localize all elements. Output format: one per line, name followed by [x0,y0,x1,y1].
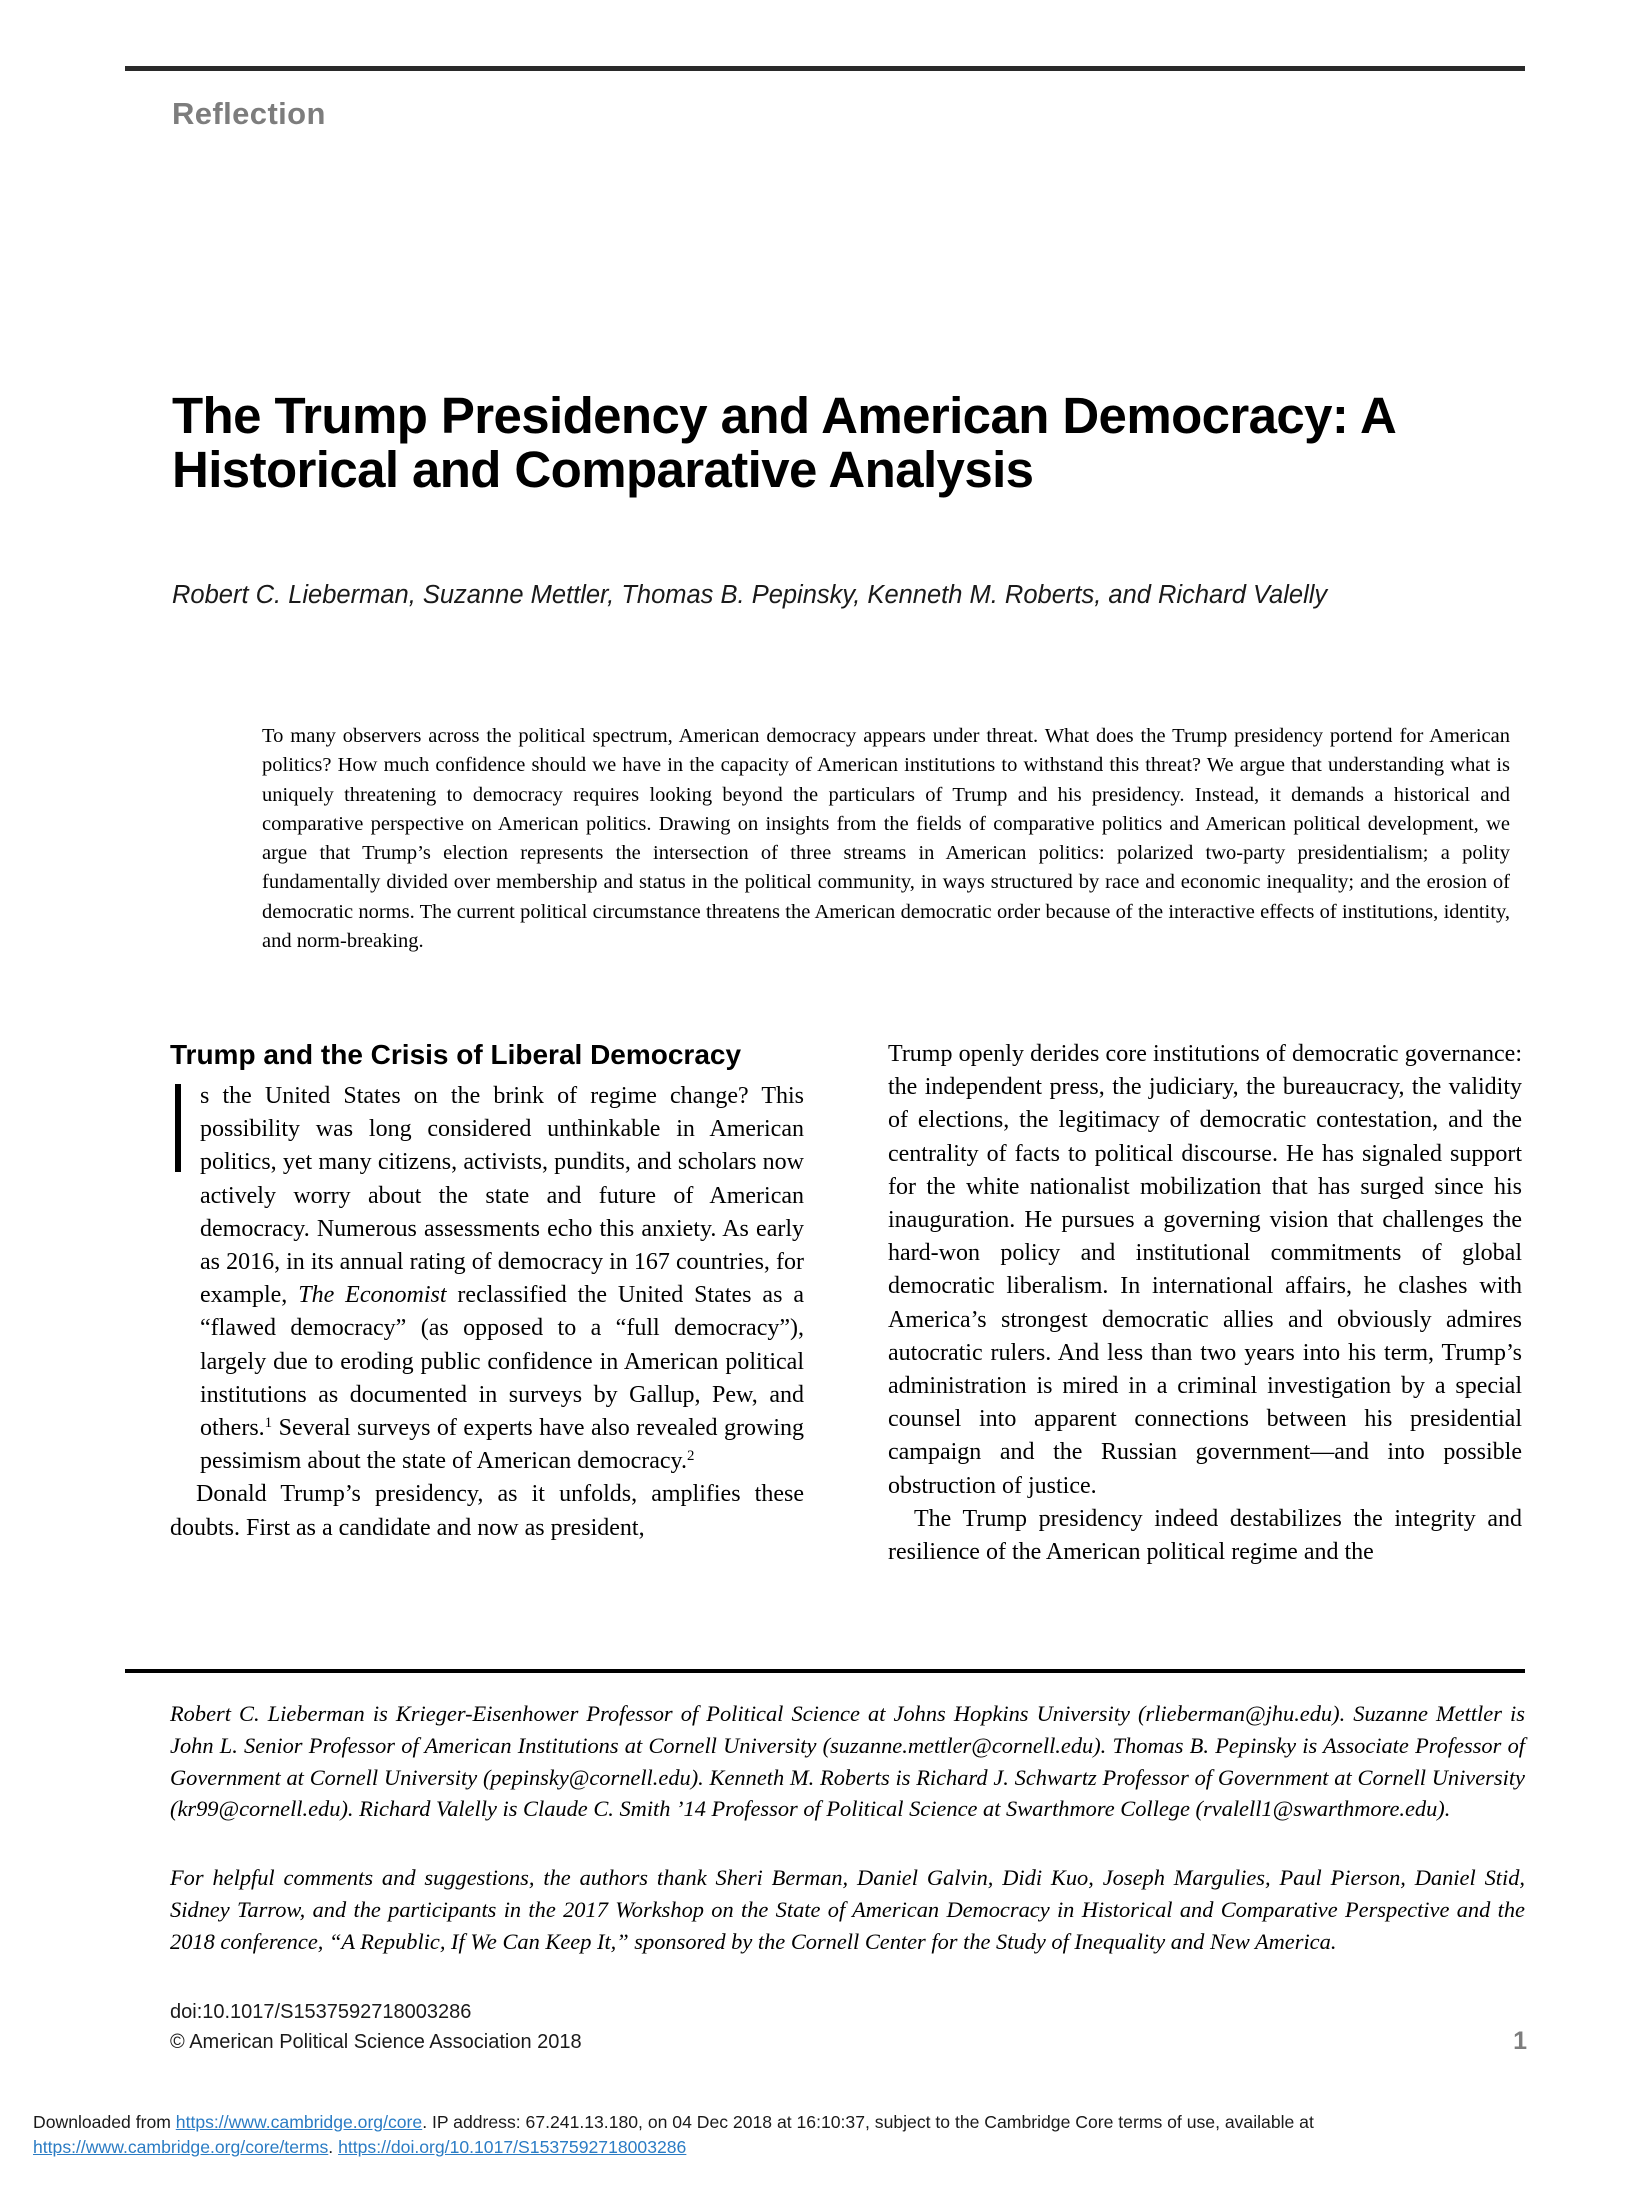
header-rule [125,66,1525,71]
author-affiliations: Robert C. Lieberman is Krieger-Eisenhower Professor of Political Science at Johns Hopkins University (rlieberman@jhu.edu). Suzanne Mettler is John L. Senior Professor of American Institutions at Cornell University (suzanne.mettler@cornell.edu). Thomas B. Pepinsky is Associate Professor of Government at Cornell University (pepinsky@cornell.edu). Kenneth M. Roberts is Richard J. Schwartz Professor of Government at Cornell University (kr99@cornell.edu). Richard Valelly is Claude C. Smith ’14 Professor of Political Science at Swarthmore College (rvalell1@swarthmore.edu). [170,1701,1525,1822]
ip-and-date-text: . IP address: 67.241.13.180, on 04 Dec 2018 at 16:10:37, subject to the Cambridge Core terms of use, available at [422,2112,1314,2132]
paragraph-right-2: The Trump presidency indeed destabilizes the integrity and resilience of the American political regime and the [888,1505,1522,1566]
footnote-marker-2: 2 [686,1448,695,1465]
download-footer-line-1 [33,2110,1623,2135]
acknowledgments: For helpful comments and suggestions, the authors thank Sheri Berman, Daniel Galvin, Didi Kuo, Joseph Margulies, Paul Pierson, Daniel Stid, Sidney Tarrow, and the participants in the 2017 Workshop on the State of American Democracy in Historical and Comparative Perspective and the 2018 conference, “A Republic, If We Can Keep It,” sponsored by the Cornell Center for the Study of Inequality and New America. [170,1865,1525,1954]
article-type-kicker: Reflection [172,96,326,131]
downloaded-from-label: Downloaded from [33,2112,176,2132]
body-columns [170,1038,1525,1618]
column-left [170,1038,804,1545]
section-heading: Trump and the Crisis of Liberal Democracy [170,1039,742,1070]
footnote-marker-1: 1 [264,1414,273,1431]
cambridge-terms-link[interactable]: https://www.cambridge.org/core/terms [33,2137,329,2157]
paragraph-left-1-cont: reclassified the United States as a “flawed democracy” (as opposed to a “full democracy”), largely due to eroding public confidence in American political institutions as documented in surveys by Gallup, Pew, and others. [200,1282,805,1442]
cambridge-core-link[interactable]: https://www.cambridge.org/core [175,2112,423,2132]
paragraph-left-1-tail: Several surveys of experts have also revealed growing pessimism about the state of American democracy. [200,1415,804,1475]
abstract: To many observers across the political spectrum, American democracy appears under threat. What does the Trump presidency portend for American politics? How much confidence should we have in the capacity of American institutions to withstand this threat? We argue that understanding what is uniquely threatening to democracy requires looking beyond the particulars of Trump and his presidency. Instead, it demands a historical and comparative perspective on American politics. Drawing on insights from the fields of comparative politics and American political development, we argue that Trump’s election represents the intersection of three streams in American politics: polarized two-party presidentialism; a polity fundamentally divided over membership and status in the political community, in ways structured by race and economic inequality; and the erosion of democratic norms. The current political circumstance threatens the American democratic order because of the interactive effects of institutions, identity, and norm-breaking. [262,725,1510,953]
paragraph-left-1-lead: s the United States on the brink of regime change? This possibility was long considered unthinkable in American politics, yet many citizens, activists, pundits, and scholars now actively worry about the state and future of American democracy. Numerous assessments echo this anxiety. As early as 2016, in its annual rating of democracy in 167 countries, for example, [200,1083,804,1309]
dropcap-letter-i [175,1084,181,1172]
journal-name-economist: The Economist [298,1282,447,1309]
copyright-text: © American Political Science Association 2018 [170,2031,582,2053]
paragraph-right-1: Trump openly derides core institutions of democratic governance: the independent press, the judiciary, the bureaucracy, the validity of elections, the legitimacy of democratic contestation, and the centrality of facts to political discourse. He has signaled support for the white nationalist mobilization that has surged since his inauguration. He pursues a governing vision that challenges the hard-won policy and institutional commitments of global democratic liberalism. In international affairs, he clashes with America’s strongest democratic allies and obviously admires autocratic rulers. And less than two years into his term, Trump’s administration is mired in a criminal investigation by a special counsel into apparent connections between his presidential campaign and the Russian government—and into possible obstruction of justice. [888,1041,1522,1499]
download-footer [33,2110,1623,2160]
doi-text: doi:10.1017/S1537592718003286 [170,2001,472,2023]
page-title: The Trump Presidency and American Democracy: A Historical and Comparative Analysis [172,387,1395,499]
footer-separator: . [328,2137,339,2157]
download-footer-line-2 [33,2135,1623,2160]
doi-link[interactable]: https://doi.org/10.1017/S1537592718003286 [338,2137,687,2157]
page-number: 1 [1513,2027,1527,2055]
dropcap-paragraph-wrap [170,1080,804,1478]
column-right [888,1038,1522,1569]
paragraph-left-2: Donald Trump’s presidency, as it unfolds, amplifies these doubts. First as a candidate and now as president, [170,1481,804,1541]
author-list: Robert C. Lieberman, Suzanne Mettler, Thomas B. Pepinsky, Kenneth M. Roberts, and Richard Valelly [172,581,1328,609]
paragraph-left-1 [170,1080,804,1478]
notes-divider-rule [125,1669,1525,1673]
